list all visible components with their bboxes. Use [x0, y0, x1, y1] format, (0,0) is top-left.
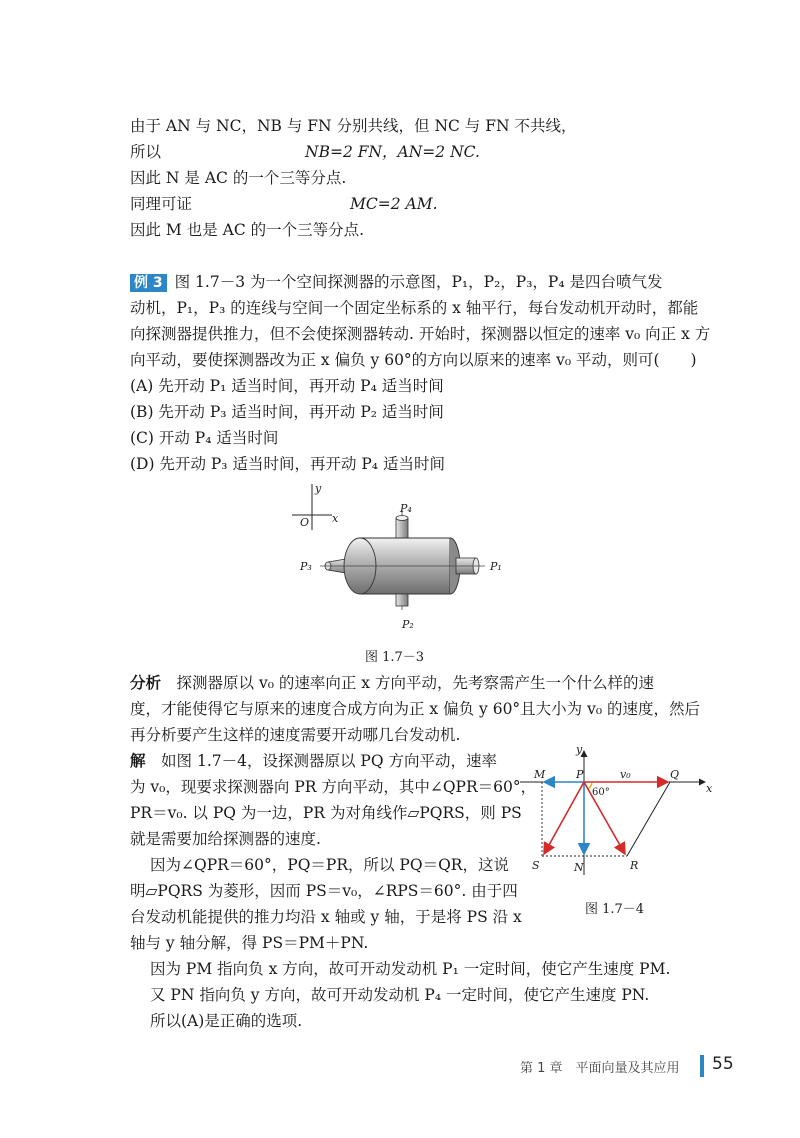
fig2-label-q: Q [670, 768, 680, 781]
analysis-line-2: 度，才能使得它与原来的速度合成方向为正 x 偏负 y 60°且大小为 v₀ 的速度，然后 [130, 700, 701, 718]
fig2-label-x: x [706, 782, 713, 795]
fig2-label-s: S [532, 859, 540, 872]
example-line-2: 动机，P₁，P₃ 的连线与空间一个固定坐标系的 x 轴平行，每台发动机开动时，都能 [130, 299, 699, 317]
chapter-title: 第 1 章 平面向量及其应用 [520, 1061, 680, 1076]
fig2-label-y: y [576, 745, 583, 756]
example-badge: 例 3 [130, 274, 167, 292]
fig2-label-r: R [630, 859, 639, 872]
figure2-caption: 图 1.7－4 [585, 902, 645, 917]
fig2-label-m: M [534, 768, 546, 781]
fig1-label-p3: P₃ [300, 560, 312, 573]
nozzle-p4-top [396, 516, 408, 521]
option-d: (D) 先开动 P₃ 适当时间，再开动 P₄ 适当时间 [130, 455, 445, 473]
example-line-3: 向探测器提供推力，但不会使探测器转动. 开始时，探测器以恒定的速率 v₀ 向正 x 方 [130, 325, 711, 343]
fig2-label-60: 60° [592, 787, 610, 798]
solution-line-4: 就是需要加给探测器的速度. [130, 830, 321, 848]
solution-line-7: 台发动机能提供的推力均沿 x 轴或 y 轴，于是将 PS 沿 x [130, 908, 522, 926]
fig2-label-p: P [576, 768, 584, 781]
analysis-head: 分析 [130, 674, 162, 692]
figure1-caption: 图 1.7－3 [365, 650, 425, 665]
solution-line-11: 所以(A)是正确的选项. [150, 1012, 303, 1030]
analysis-line-1-text: 探测器原以 v₀ 的速率向正 x 方向平动，先考察需产生一个什么样的速 [176, 674, 654, 692]
fig1-label-o: O [300, 516, 310, 529]
fig1-label-p4: P₄ [400, 502, 412, 515]
example-line-4: 向平动，要使探测器改为正 x 偏负 y 60°的方向以原来的速率 v₀ 平动，则可( ) [130, 351, 697, 369]
option-a: (A) 先开动 P₁ 适当时间，再开动 P₄ 适当时间 [130, 377, 444, 395]
fig1-label-p2: P₂ [402, 618, 414, 631]
probe-figure [280, 482, 520, 637]
fig2-label-n: N [574, 861, 584, 874]
option-b: (B) 先开动 P₃ 适当时间，再开动 P₂ 适当时间 [130, 403, 444, 421]
solution-line-6: 明▱PQRS 为菱形，因而 PS＝v₀，∠RPS＝60°. 由于四 [130, 882, 518, 900]
solution-line-1 [130, 751, 497, 771]
solution-line-1-text: 如图 1.7－4，设探测器原以 PQ 方向平动，速率 [161, 752, 497, 770]
example-line-1-text: 图 1.7－3 为一个空间探测器的示意图，P₁，P₂，P₃，P₄ 是四台喷气发 [174, 273, 663, 291]
solution-line-8: 轴与 y 轴分解，得 PS＝PM＋PN. [130, 934, 369, 952]
analysis-line-1 [130, 673, 654, 693]
proof-line-5: 因此 M 也是 AC 的一个三等分点. [130, 221, 365, 239]
option-c: (C) 开动 P₄ 适当时间 [130, 429, 279, 447]
vector-figure [520, 745, 720, 885]
analysis-line-3: 再分析要产生这样的速度需要开动哪几台发动机. [130, 726, 461, 744]
proof-line-4b: MC=2 AM. [350, 195, 438, 213]
fig1-label-x: x [332, 512, 339, 525]
fig2-label-v0: v₀ [620, 768, 631, 781]
nozzle-p2 [396, 594, 408, 606]
fig1-label-y: y [315, 482, 322, 495]
page-number-bar [700, 1055, 704, 1077]
proof-line-2a: 所以 [130, 143, 162, 161]
proof-line-1: 由于 AN 与 NC，NB 与 FN 分别共线，但 NC 与 FN 不共线， [130, 117, 577, 135]
fig1-label-p1: P₁ [490, 560, 502, 573]
proof-line-4a: 同理可证 [130, 195, 193, 213]
solution-line-9: 因为 PM 指向负 x 方向，故可开动发动机 P₁ 一定时间，使它产生速度 PM. [150, 960, 671, 978]
solution-line-10: 又 PN 指向负 y 方向，故可开动发动机 P₄ 一定时间，使它产生速度 PN. [150, 986, 650, 1004]
page-number: 55 [712, 1054, 734, 1074]
solution-line-3: PR＝v₀. 以 PQ 为一边，PR 为对角线作▱PQRS，则 PS [130, 804, 522, 822]
nozzle-p4 [396, 518, 408, 538]
vector-ps [544, 782, 584, 854]
fig2-side-qr [627, 782, 670, 856]
example-line-1 [130, 272, 663, 292]
solution-line-5: 因为∠QPR＝60°，PQ＝PR，所以 PQ＝QR，这说 [150, 856, 509, 874]
solution-head: 解 [130, 752, 146, 770]
proof-line-2b: NB=2 FN，AN=2 NC. [305, 143, 480, 161]
solution-line-2: 为 v₀，现要求探测器向 PR 方向平动，其中∠QPR＝60°， [130, 778, 537, 796]
proof-line-3: 因此 N 是 AC 的一个三等分点. [130, 169, 347, 187]
